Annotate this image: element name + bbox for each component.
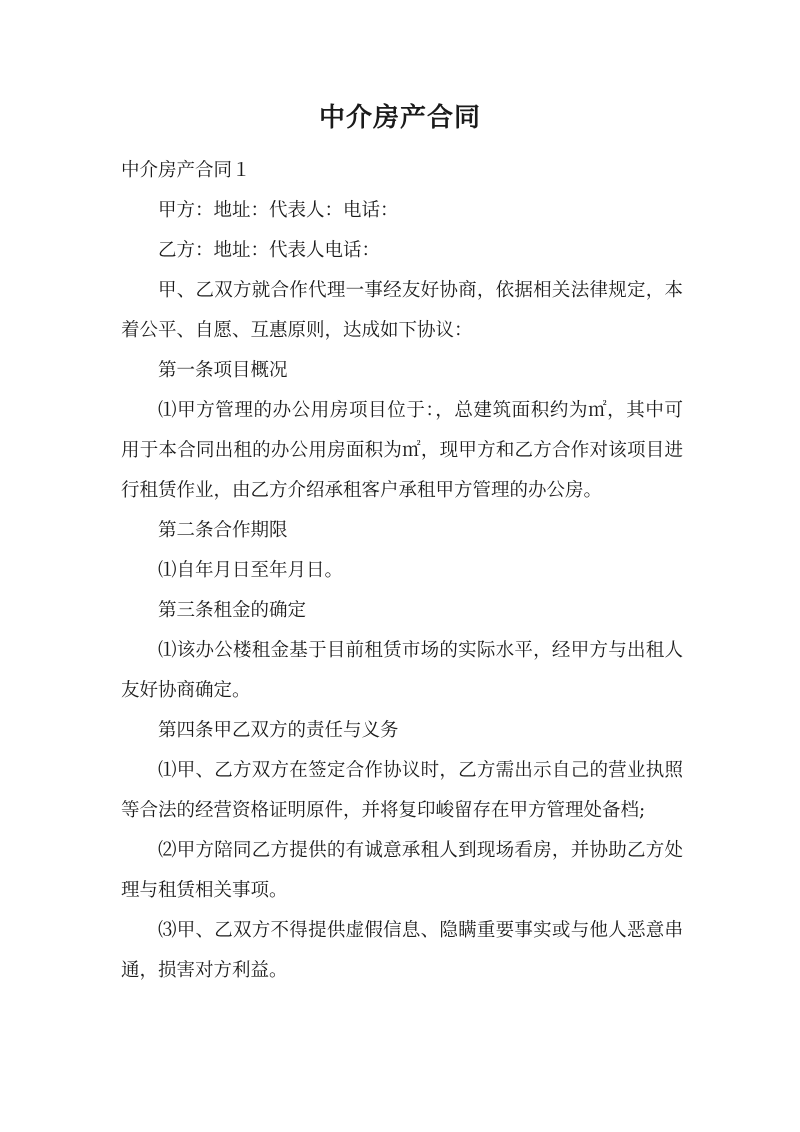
- article-4-clause-2: ⑵甲方陪同乙方提供的有诚意承租人到现场看房，并协助乙方处理与租赁相关事项。: [121, 840, 683, 901]
- article-2-clause-1: ⑴自年月日至年月日。: [158, 560, 344, 581]
- article-4-clause-3: ⑶甲、乙双方不得提供虚假信息、隐瞒重要事实或与他人恶意串通，损害对方利益。: [121, 920, 683, 981]
- article-1-heading: 第一条项目概况: [158, 360, 288, 381]
- article-2-heading: 第二条合作期限: [158, 520, 288, 541]
- preamble-paragraph: 甲、乙双方就合作代理一事经友好协商，依据相关法律规定，本着公平、自愿、互惠原则，达成如下协议：: [121, 280, 683, 341]
- party-b-line: 乙方：地址：代表人电话：: [158, 240, 381, 261]
- article-3-heading: 第三条租金的确定: [158, 600, 307, 621]
- article-1-clause-1: ⑴甲方管理的办公用房项目位于：，总建筑面积约为㎡，其中可用于本合同出租的办公用房面积为㎡，现甲方和乙方合作对该项目进行租赁作业，由乙方介绍承租客户承租甲方管理的办公房。: [121, 400, 683, 501]
- document-subtitle: 中介房产合同１: [121, 160, 251, 181]
- article-4-heading: 第四条甲乙双方的责任与义务: [158, 720, 399, 741]
- document-body: [121, 151, 683, 991]
- article-4-clause-1: ⑴甲、乙方双方在签定合作协议时，乙方需出示自己的营业执照等合法的经营资格证明原件，并将复印峻留存在甲方管理处备档;: [121, 760, 683, 821]
- document-title: 中介房产合同: [318, 103, 481, 133]
- party-a-line: 甲方：地址：代表人：电话：: [158, 200, 399, 221]
- article-3-clause-1: ⑴该办公楼租金基于目前租赁市场的实际水平，经甲方与出租人友好协商确定。: [121, 640, 683, 701]
